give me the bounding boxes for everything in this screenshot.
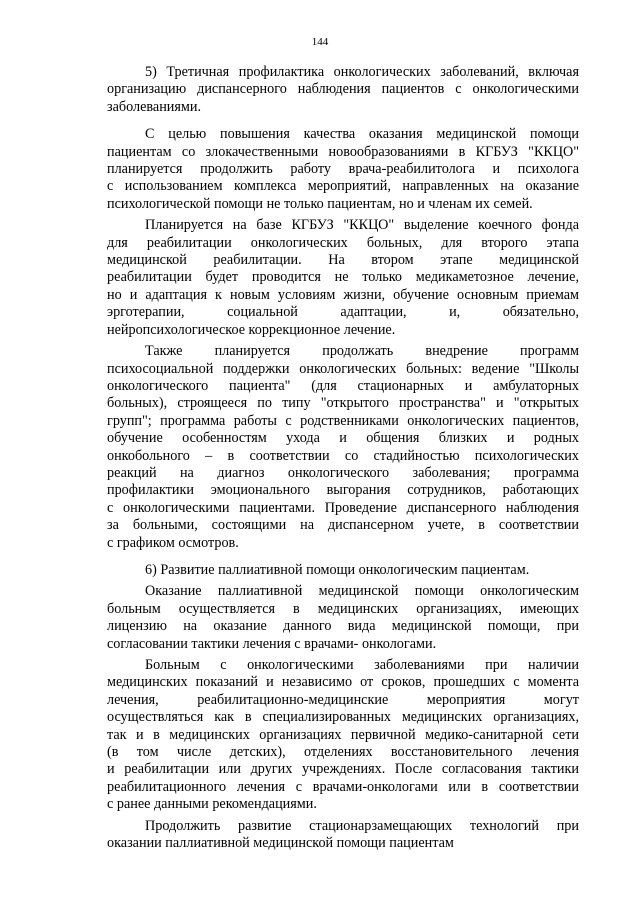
text-line: осуществляться как в специализированных медицинских организациях, — [107, 709, 579, 726]
text-line: с использованием комплекса мероприятий, направленных на оказание — [107, 178, 579, 195]
text-line: согласовании тактики лечения с врачами- онкологами. — [107, 635, 437, 652]
paragraph-spacer — [107, 552, 579, 562]
text-line: Планируется на базе КГБУЗ "ККЦО" выделение коечного фонда — [145, 217, 579, 234]
text-line: Оказание паллиативной медицинской помощи онкологическим — [145, 583, 579, 600]
text-line: Больным с онкологическими заболеваниями при наличии — [145, 657, 579, 673]
text-line: так и в медицинских организациях первичной медико-санитарной сети — [107, 726, 579, 743]
text-line: больным осуществляется в медицинских организациях, имеющих — [107, 600, 579, 617]
paragraph-p3 — [107, 217, 579, 339]
text-line: лицензию на оказание данного вида медицинской помощи, при — [107, 618, 579, 635]
text-line: лечения, реабилитационно-медицинские мероприятия могут — [107, 691, 579, 708]
text-line: медицинских показаний и независимо от сроков, прошедших с момента — [107, 674, 579, 691]
text-line: (в том числе детских), отделениях восстановительного лечения — [107, 744, 579, 761]
text-line: Продолжить развитие стационарзамещающих технологий при — [145, 817, 579, 834]
text-line: планируется продолжить работу врача-реабилитолога и психолога — [107, 161, 579, 178]
text-line: за больными, состоящими на диспансерном учете, в соответствии — [107, 517, 579, 534]
paragraph-p2 — [107, 126, 579, 213]
text-line: больных), строящееся по типу "открытого пространства" и "открытых — [107, 395, 579, 412]
paragraph-p8 — [107, 818, 579, 853]
text-line: групп"; программа работы с родственниками онкологических пациентов, — [107, 412, 579, 429]
paragraph-p5 — [107, 562, 579, 579]
text-line: 5) Третичная профилактика онкологических заболеваний, включая — [145, 64, 579, 80]
text-line: реакций на диагноз онкологического заболевания; программа — [107, 464, 579, 481]
text-line: Также планируется продолжать внедрение программ — [145, 343, 579, 360]
text-line: реабилитации будет проводится не только медикаметозное лечение, — [107, 269, 579, 286]
text-line: нейропсихологическое коррекционное лечение. — [107, 321, 396, 338]
text-line: оказании паллиативной медицинской помощи пациентам — [107, 835, 454, 852]
text-line: организацию диспансерного наблюдения пациентов с онкологическими — [107, 81, 579, 98]
text-line: для реабилитации онкологических больных, для второго этапа — [107, 234, 579, 251]
page-number: 144 — [311, 36, 329, 48]
text-line: реабилитационного лечения с врачами-онкологами или в соответствии — [107, 778, 579, 795]
text-line: медицинской реабилитации. На втором этапе медицинской — [107, 252, 579, 269]
text-line: обучение особенностям ухода и общения близких и родных — [107, 430, 579, 447]
text-line: но и адаптация к новым условиям жизни, обучение основным приемам — [107, 286, 579, 303]
text-line: психосоциальной поддержки онкологических больных: ведение "Школы — [107, 360, 579, 377]
text-line: заболеваниями. — [107, 98, 202, 115]
text-line: 6) Развитие паллиативной помощи онкологическим пациентам. — [145, 561, 530, 578]
paragraph-p1 — [107, 64, 579, 116]
text-line: психологической помощи не только пациентам, но и членам их семей. — [107, 195, 533, 212]
text-line: с графиком осмотров. — [107, 534, 239, 551]
text-line: онкобольного – в соответствии со стадийностью психологических — [107, 447, 579, 464]
text-line: пациентам со злокачественными новообразованиями в КГБУЗ "ККЦО" — [107, 143, 579, 160]
paragraph-p4 — [107, 343, 579, 552]
text-line: эрготерапии, социальной адаптации, и, обязательно, — [107, 304, 579, 321]
text-line: профилактики эмоционального выгорания сотрудников, работающих — [107, 482, 579, 499]
text-line: и реабилитации или других учреждениях. После согласования тактики — [107, 761, 579, 778]
text-line: с ранее данными рекомендациями. — [107, 796, 317, 813]
paragraph-p7 — [107, 657, 579, 814]
paragraph-spacer — [107, 116, 579, 126]
paragraph-p6 — [107, 583, 579, 653]
text-line: онкологического пациента" (для стационарных и амбулаторных — [107, 377, 579, 394]
text-line: с онкологическими пациентами. Проведение диспансерного наблюдения — [107, 499, 579, 516]
text-line: С целью повышения качества оказания медицинской помощи — [145, 126, 579, 143]
document-body — [107, 64, 579, 852]
